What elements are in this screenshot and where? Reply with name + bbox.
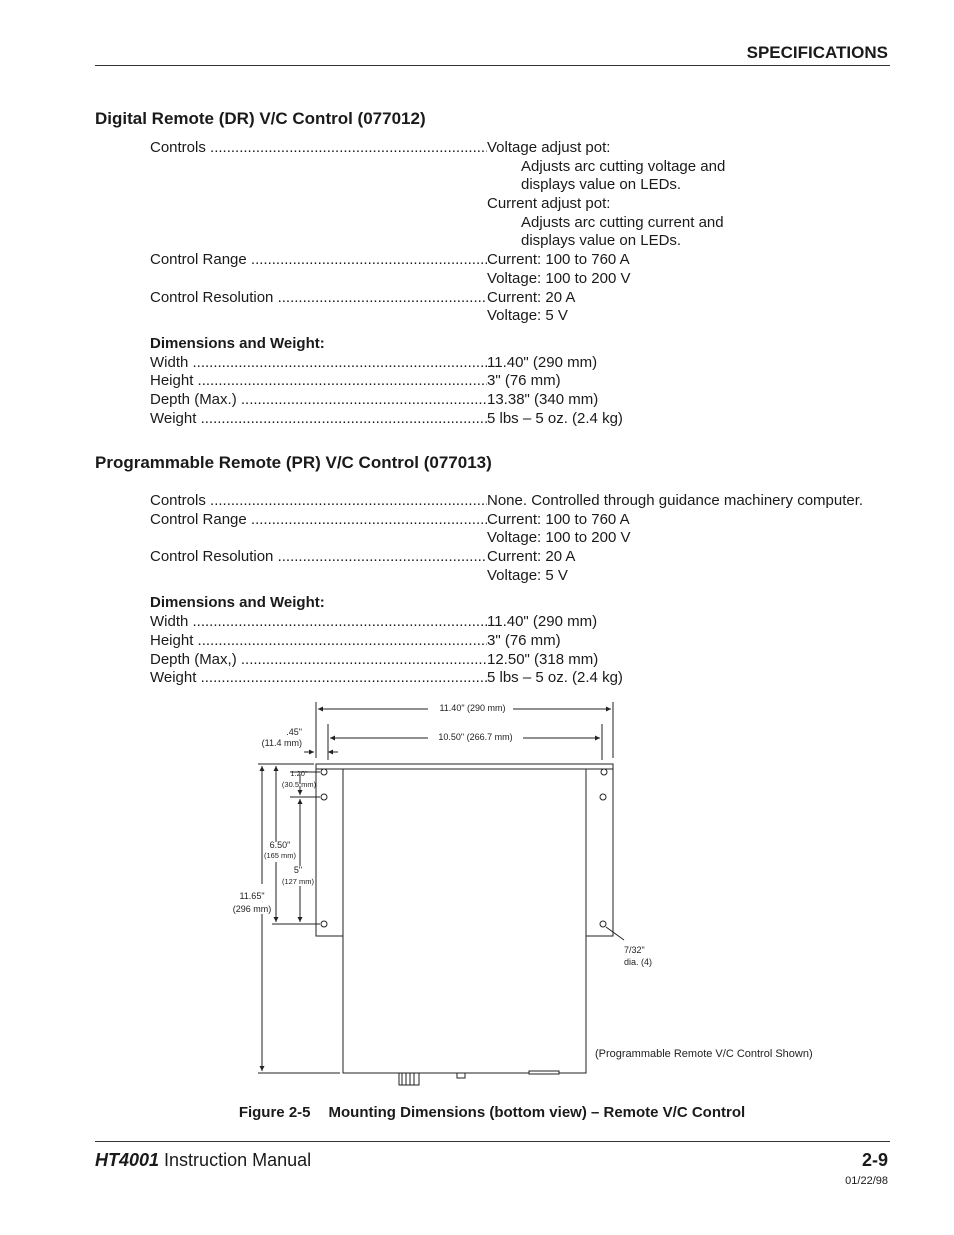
pr-depth-label: Depth (Max,) ..... xyxy=(150,651,487,670)
dr-resolution-label: Control Resolution ..... xyxy=(150,289,487,308)
figure-caption xyxy=(0,1104,954,1121)
footer-model: HT4001 xyxy=(95,1150,160,1170)
dim-120: 1.20" xyxy=(290,769,308,778)
pr-width-label: Width ..... xyxy=(150,613,487,632)
page-number: 2-9 xyxy=(861,1150,888,1170)
mounting-dimensions-figure xyxy=(220,698,860,1093)
dr-depth-row xyxy=(150,391,890,410)
dim-1165-mm: (296 mm) xyxy=(232,904,272,914)
pr-height-label: Height ..... xyxy=(150,632,487,651)
pr-width-value: 11.40" (290 mm) xyxy=(487,613,598,631)
pr-dimensions-heading: Dimensions and Weight: xyxy=(150,594,325,612)
dim-1165: 11.65" xyxy=(239,891,265,901)
dim-hole-spacing-width: 10.50" (266.7 mm) xyxy=(438,732,513,742)
dim-5-mm: (127 mm) xyxy=(281,877,315,886)
pr-controls-value: None. Controlled through guidance machinery computer. xyxy=(487,492,864,509)
dim-5: 5" xyxy=(293,865,303,875)
pr-range-value: Current: 100 to 760 A xyxy=(487,510,630,528)
dr-resolution-value: Current: 20 A xyxy=(487,288,576,306)
revision-date: 01/22/98 xyxy=(845,1175,888,1187)
dr-dimensions-heading: Dimensions and Weight: xyxy=(150,334,325,352)
hole-diameter-label: 7/32" xyxy=(624,945,645,955)
dr-resolution-row xyxy=(150,289,890,308)
pr-controls-label: Controls ..... xyxy=(150,492,487,511)
pr-weight-label: Weight ..... xyxy=(150,669,487,688)
pr-height-value: 3" (76 mm) xyxy=(487,631,561,649)
dr-height-label: Height ..... xyxy=(150,372,487,391)
pr-width-row xyxy=(150,613,890,632)
pr-depth-value: 12.50" (318 mm) xyxy=(487,650,599,668)
dr-controls-detail: displays value on LEDs. xyxy=(521,176,682,194)
pr-controls-row xyxy=(150,492,890,511)
pr-weight-value: 5 lbs – 5 oz. (2.4 kg) xyxy=(487,669,623,687)
dr-controls-detail: displays value on LEDs. xyxy=(521,232,682,250)
dim-045: .45" xyxy=(286,727,302,737)
dr-width-row xyxy=(150,354,890,373)
mounting-drawing xyxy=(220,698,860,1093)
dim-120-mm: (30.5 mm) xyxy=(281,780,317,789)
figure-caption-number: Figure 2-5 xyxy=(238,1104,311,1121)
dim-045-mm: (11.4 mm) xyxy=(261,738,302,748)
pr-range-label: Control Range ..... xyxy=(150,511,487,530)
pr-range-row xyxy=(150,511,890,530)
dr-range-label: Control Range ..... xyxy=(150,251,487,270)
pr-weight-row xyxy=(150,669,890,688)
dr-controls-row xyxy=(150,139,890,158)
dr-weight-row xyxy=(150,410,890,429)
dr-weight-value: 5 lbs – 5 oz. (2.4 kg) xyxy=(487,409,623,427)
dim-overall-width: 11.40" (290 mm) xyxy=(439,703,506,713)
pr-height-row xyxy=(150,632,890,651)
dr-weight-label: Weight ..... xyxy=(150,410,487,429)
footer-rule xyxy=(95,1141,890,1142)
dr-controls-detail: Adjusts arc cutting voltage and xyxy=(521,157,726,175)
dim-650-mm: (165 mm) xyxy=(263,851,297,860)
dr-spec-list xyxy=(150,139,890,428)
dr-depth-label: Depth (Max.) ..... xyxy=(150,391,487,410)
dr-range-value: Voltage: 100 to 200 V xyxy=(487,269,631,287)
dr-resolution-value: Voltage: 5 V xyxy=(487,307,568,325)
dr-depth-value: 13.38" (340 mm) xyxy=(487,390,599,408)
dr-height-value: 3" (76 mm) xyxy=(487,372,561,390)
figure-caption-text: Mounting Dimensions (bottom view) – Remote V/C Control xyxy=(328,1104,746,1121)
pr-depth-row xyxy=(150,651,890,670)
dr-controls-value: Voltage adjust pot: xyxy=(487,139,611,156)
dr-width-value: 11.40" (290 mm) xyxy=(487,353,598,371)
hole-count-label: dia. (4) xyxy=(624,957,653,967)
dr-range-value: Current: 100 to 760 A xyxy=(487,251,630,269)
pr-range-value: Voltage: 100 to 200 V xyxy=(487,529,631,547)
footer-manual-title xyxy=(95,1150,311,1171)
dr-height-row xyxy=(150,372,890,391)
dr-section-title: Digital Remote (DR) V/C Control (077012) xyxy=(95,109,426,128)
dr-width-label: Width ..... xyxy=(150,354,487,373)
pr-resolution-label: Control Resolution ..... xyxy=(150,548,487,567)
page-section-header: SPECIFICATIONS xyxy=(746,43,888,62)
pr-section-title: Programmable Remote (PR) V/C Control (077013) xyxy=(95,453,492,472)
dr-controls-detail: Adjusts arc cutting current and xyxy=(521,213,724,231)
dim-650: 6.50" xyxy=(269,840,291,850)
pr-resolution-row xyxy=(150,548,890,567)
pr-resolution-value: Voltage: 5 V xyxy=(487,566,568,584)
dr-range-row xyxy=(150,251,890,270)
dr-controls-value: Current adjust pot: xyxy=(487,195,611,213)
pr-resolution-value: Current: 20 A xyxy=(487,548,576,566)
footer-manual: Instruction Manual xyxy=(159,1150,312,1170)
figure-note: (Programmable Remote V/C Control Shown) xyxy=(595,1048,813,1060)
dr-controls-label: Controls ..... xyxy=(150,139,487,158)
header-rule xyxy=(95,65,890,66)
pr-spec-list xyxy=(150,492,890,688)
